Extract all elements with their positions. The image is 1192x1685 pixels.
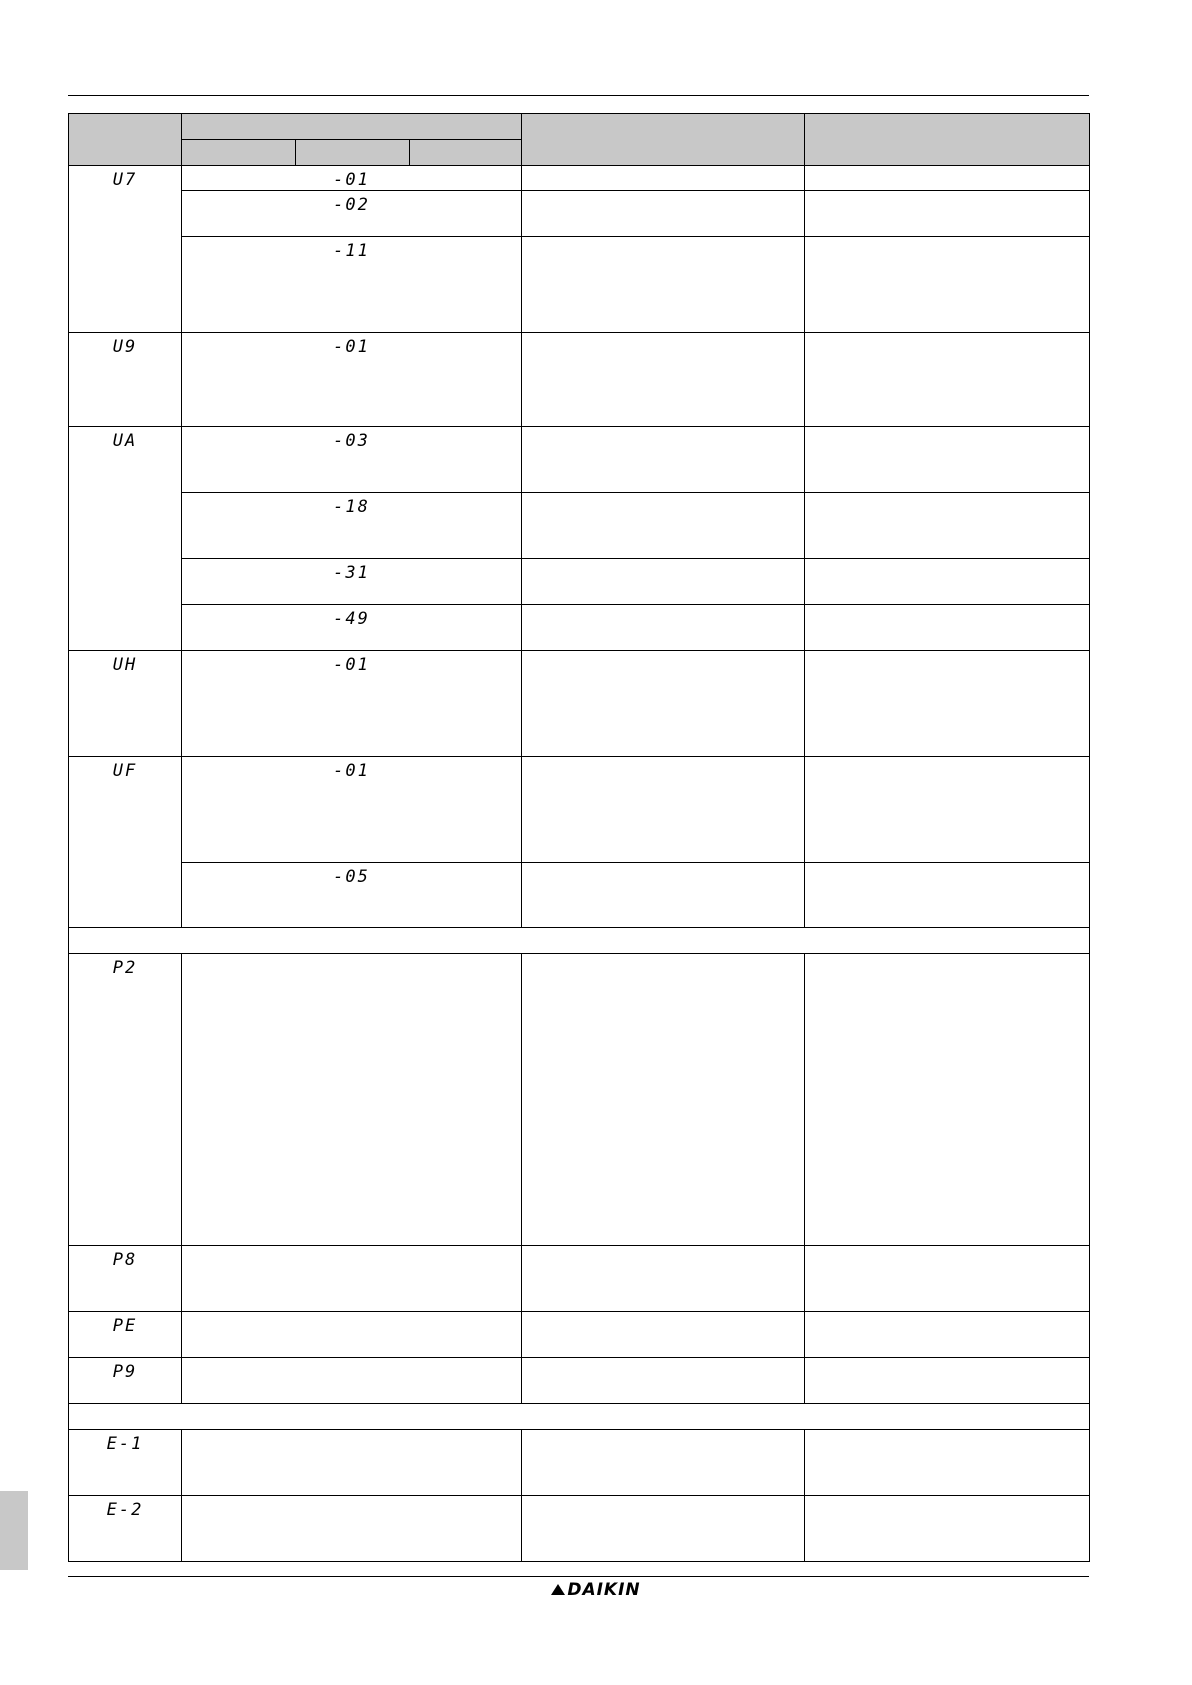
header-sub-3 [410, 140, 522, 166]
table-row [69, 427, 1090, 493]
main-code-cell: P9 [69, 1358, 182, 1404]
sub-code-cell: -49 [182, 605, 522, 651]
sub-code-cell: -01 [182, 757, 522, 863]
sub-code-cell: -31 [182, 559, 522, 605]
header-sub-1 [182, 140, 296, 166]
main-code-cell: U9 [69, 333, 182, 427]
main-code-cell: UF [69, 757, 182, 928]
sub-code-cell: -01 [182, 166, 522, 191]
sub-code-cell: -11 [182, 237, 522, 333]
header-main-code [69, 114, 182, 166]
table-row [69, 1246, 1090, 1312]
table-row [69, 757, 1090, 863]
header-column-4 [805, 114, 1090, 166]
footer-rule [68, 1576, 1089, 1577]
table-row [69, 333, 1090, 427]
table-row [69, 493, 1090, 559]
daikin-logo: DAIKIN [0, 1580, 1192, 1600]
table-row [69, 237, 1090, 333]
sub-code-cell: -01 [182, 651, 522, 757]
sub-code-cell: -01 [182, 333, 522, 427]
sub-code-cell: -02 [182, 191, 522, 237]
section-row [69, 928, 1090, 954]
table-row [69, 863, 1090, 928]
main-code-cell: PE [69, 1312, 182, 1358]
table-row [69, 1430, 1090, 1496]
header-rule [68, 95, 1089, 96]
main-code-cell: U7 [69, 166, 182, 333]
main-code-cell: UH [69, 651, 182, 757]
header-column-3 [522, 114, 805, 166]
table-row [69, 559, 1090, 605]
table-row [69, 954, 1090, 1246]
main-code-cell: E-2 [69, 1496, 182, 1562]
table-row [69, 1358, 1090, 1404]
header-sub-2 [296, 140, 410, 166]
main-code-cell: P2 [69, 954, 182, 1246]
logo-triangle-icon [551, 1584, 565, 1595]
table-row [69, 1496, 1090, 1562]
section-row [69, 1404, 1090, 1430]
main-code-cell: P8 [69, 1246, 182, 1312]
error-code-table [68, 113, 1090, 1562]
table-row [69, 191, 1090, 237]
main-code-cell: E-1 [69, 1430, 182, 1496]
table-row [69, 1312, 1090, 1358]
sub-code-cell: -05 [182, 863, 522, 928]
main-code-cell: UA [69, 427, 182, 651]
table-row [69, 605, 1090, 651]
sub-code-cell: -03 [182, 427, 522, 493]
side-thumb-tab [0, 1491, 28, 1570]
table-row [69, 651, 1090, 757]
sub-code-cell: -18 [182, 493, 522, 559]
header-sub-code-group [182, 114, 522, 140]
table-row [69, 166, 1090, 191]
